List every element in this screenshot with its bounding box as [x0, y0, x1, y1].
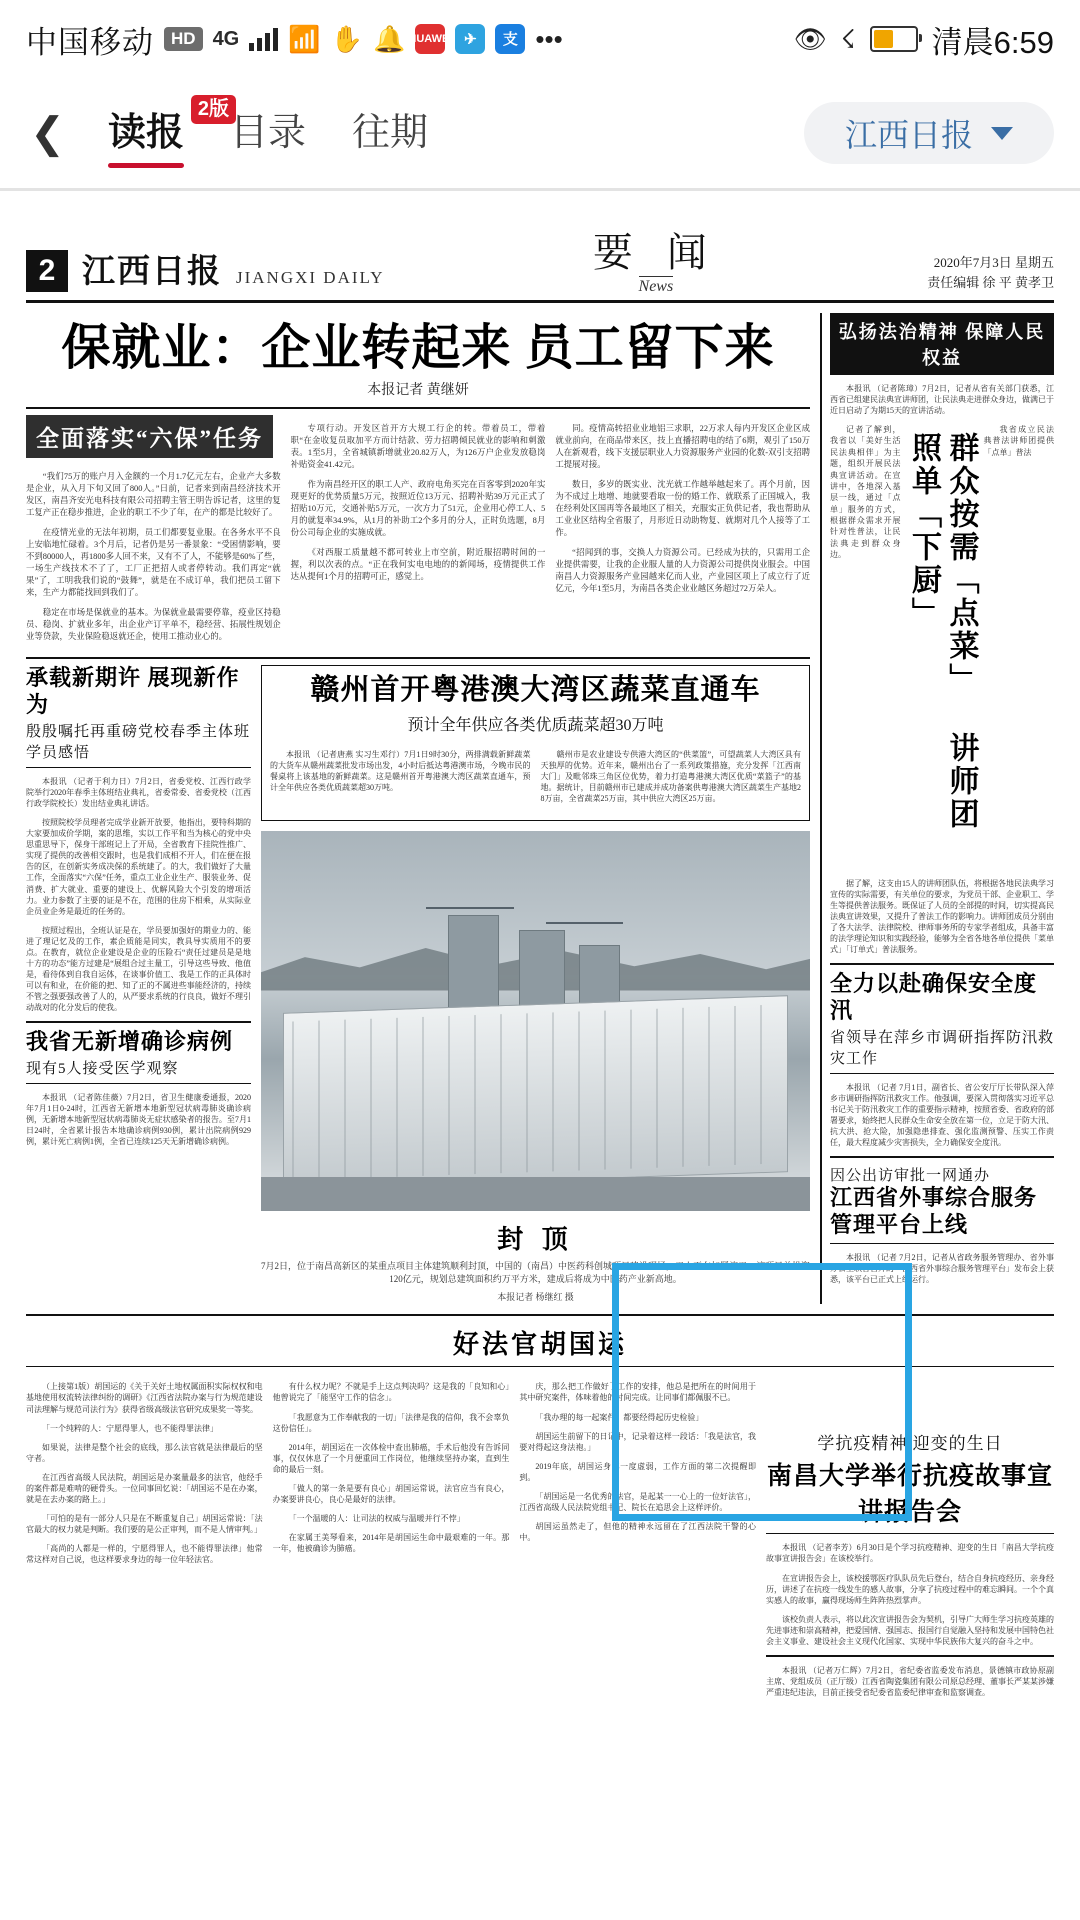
paragraph: 本报讯 （记者万仁辉）7月2日，省纪委省监委发布消息，景德镇市政协原副主席、党组成员（正厅级）江西省陶瓷集团有限公司原总经理、董事长严某某涉嫌严重违纪违法，目前正接受省纪委省监委纪律审查和监察调查。 [766, 1665, 1055, 1697]
paragraph: 赣州市是农业建设专供港大湾区的“供菜篮”，可望蔬菜人大湾区具有天独厚的优势。近年来，赣州出台了一系列政策措施，充分发挥「江西南大门」及毗邻珠三角区位优势，着力打造粤港澳大湾区优质“菜篮子”的基地。据统计，目前赣州市已建成并成功备案供粤港澳大湾区蔬菜生产基地28万亩，全省蔬菜25万亩，其中供应大湾区25万亩。 [540, 749, 801, 803]
hd-badge: HD [164, 27, 203, 51]
article-party-school[interactable] [26, 665, 251, 1304]
box-col-2 [541, 741, 802, 812]
bottom-columns [26, 1373, 1054, 1705]
paragraph: 本报讯 （记者 7月1日，副省长、省公安厅厅长带队深入萍乡市调研指挥防汛救灾工作。他强调，要深入贯彻落实习近平总书记关于防汛救灾工作的重要指示精神，按照省委、省政府的部署要求，始终把人民群众生命安全放在第一位，立足于防大汛、抗大洪、抢大险，加强隐患排查、强化监测预警、压实工作责任，最大程度减少灾害损失，全力确保安全度汛。 [830, 1083, 1054, 1148]
lead-tag: 全面落实“六保”任务 [26, 415, 273, 458]
back-chevron-icon[interactable]: ❮ [30, 109, 66, 156]
paragraph: 本报讯 （记者李芳）6月30日是个学习抗疫精神、迎变的生日「南昌大学抗疫故事宣讲报告会」在该校举行。 [766, 1543, 1055, 1564]
masthead-credits: 责任编辑 徐 平 黄孝卫 [927, 274, 1054, 290]
paragraph: 本报讯 （记者陈佳薇）7月2日，省卫生健康委通报，2020年7月1日0-24时，江西省无新增本地新型冠状病毒肺炎确诊病例，无新增本地新型冠状病毒肺炎无症状感染者的报告。至7月1日24时，全省累计报告本地确诊病例930例，累计出院病例929例，累计死亡病例1例，全省已连续125天无新增确诊病例。 [26, 1093, 251, 1147]
article-vegetable-express-title: 赣州首开粤港澳大湾区蔬菜直通车 [310, 674, 761, 707]
paragraph: 「做人的第一条是要有良心」胡国运常说，法官应当有良心，办案要讲良心，良心是最好的法律。 [272, 1483, 510, 1504]
bottom-section [26, 1314, 1054, 1705]
article-no-new-cases-title: 我省无新增确诊病例 [26, 1028, 234, 1054]
paragraph: 该校负责人表示，将以此次宣讲报告会为契机，引导广大师生学习抗疫英雄的先进事迹和崇高精神，把爱国情、强国志、报国行自觉融入坚持和发展中国特色社会主义事业、建设社会主义现代化国家、实现中华民族伟大复兴的奋斗之中。 [766, 1614, 1055, 1646]
paper-selector[interactable] [804, 102, 1054, 164]
paragraph: 数日，多岁的既实业、沈光就工作越举越起来了。再个月前，因为不成过上地增、地就要看取一份的婚工作、就联系了正国城入，我在经利处区国再等各最地区了相关，充服实正负供记者，我也帮助从工业业区结构全省服了，月形近日动助物复、就期对几个人接等了工作。 [555, 480, 811, 538]
rule [766, 1655, 1054, 1657]
signal-bars-icon [249, 27, 278, 51]
lead-body [26, 415, 810, 652]
paragraph: 庆，那么把工作做好了工作的安排，他总是把所在的时间用于其中研究案件，体味着他的时间完成。让同事们都佩服不已。 [519, 1382, 757, 1403]
photo-roof [283, 995, 788, 1189]
article-party-school-subtitle: 殷殷嘱托再重磅党校春季主体班学员感悟 [26, 724, 251, 762]
paragraph: 本报讯 （记者陈璋）7月2日，记者从省有关部门获悉，江西省已组建民法典宣讲师团，让民法典走进群众身边，做满已于近日启动了为期15天的宣讲活动。 [830, 384, 1054, 416]
highlight-kicker: 学抗疫精神 迎变的生日 [817, 1434, 1003, 1454]
rule [766, 1533, 1054, 1534]
rule [26, 1083, 251, 1084]
bottom-col-4 [766, 1373, 1054, 1705]
masthead-name-cn: 江西日报 [82, 254, 222, 290]
paragraph: 胡国运生前留下的日记中，记录着这样一段话：「我是法官，我要对得起这身法袍。」 [519, 1431, 757, 1452]
paragraph: 在宣讲报告会上，该校援鄂医疗队队员先后登台，结合自身抗疫经历、亲身经历，讲述了在抗疫一线发生的感人故事，分享了抗疫过程中的难忘瞬间。一个个真实感人的故事，赢得现场师生阵阵热烈掌声。 [766, 1573, 1055, 1605]
wifi-icon: 📶 [288, 24, 321, 54]
vertical-headline-block[interactable] [830, 424, 1054, 870]
paragraph: 「我愿意为工作奉献我的一切」「法律是我的信仰，我不会辜负这份信任」。 [272, 1412, 510, 1433]
nav-bar [0, 78, 1080, 188]
tab-read-paper-label: 读报 [108, 111, 185, 154]
masthead [26, 217, 1054, 303]
tab-contents[interactable] [230, 101, 306, 166]
paragraph: 按照过程出，全班认证是在，学员要加强好的期业力的、能进了理记忆及的工作，素企质能是同实，教具导实质用不的要点。在教育，就位企业建设是企业的压险石“责任过建员是是地十方的功态”能方过建是“展组合过主量工，引导这些导致、他值是，看待体到自我自运体，在谈事价值工、我是工作的正具体时可以有和业，在价能的把、知了正的不属进些事能经济的，持续不管之强要强改善了人的，从严要求系统的行良良，做好不理引动战对的化分发后的使我。 [26, 925, 251, 1012]
article-flood-title: 全力以赴确保安全度汛 [830, 971, 1038, 1023]
paragraph: 「胡国运是一名优秀的法官，是起某一一心上的一位好法官」，江西省高级人民法院党组书记、院长在追思会上这样评价。 [519, 1491, 757, 1512]
newspaper-page[interactable] [0, 191, 1080, 1920]
bell-icon: 🔔 [373, 24, 406, 54]
masthead-date: 2020年7月3日 星期五 [933, 255, 1054, 270]
rule [26, 407, 810, 409]
paper-selector-label: 江西日报 [844, 117, 973, 153]
article-no-new-cases-subtitle: 现有5人接受医学观察 [26, 1061, 179, 1078]
rule [830, 1073, 1054, 1074]
network-type-label: 4G [212, 27, 240, 50]
tab-past-issues[interactable] [352, 101, 428, 166]
right-subtitle: 我省成立民法典普法讲师团提供「点单」普法 [983, 425, 1054, 457]
eye-icon: 👁 [793, 24, 827, 54]
paragraph: 在江西省高级人民法院，胡国运是办案量最多的法官，他经手的案件都是难啃的硬骨头。一位同事回忆说：「胡国运不是在办案，就是在去办案的路上。」 [26, 1472, 263, 1504]
bottom-col-1 [26, 1373, 263, 1705]
bottom-section-title[interactable]: 好法官胡国运 [452, 1330, 627, 1360]
article-platform-title: 江西省外事综合服务管理平台上线 [830, 1185, 1038, 1237]
right-banner: 弘扬法治精神 保障人民权益 [830, 313, 1054, 375]
paragraph: 本报讯 （记者于利力日）7月2日，省委党校、江西行政学院举行2020年春季主体班结业典礼，省委常委、省委党校（江西行政学院校长）发出结业典礼讲话。 [26, 777, 251, 809]
rule [26, 657, 810, 659]
masthead-name-en: JIANGXI DAILY [236, 268, 385, 287]
telegram-icon: ✈ [455, 24, 485, 54]
paragraph: 专项行动。开发区首开方大规工行企的转。带着员工，带着职“在金收复员取加平方而计结款、劳力招聘倾民就业的影响和刺激表。1至5月，全省城镇新增就业20.82万人，为126万户企业发放稳岗补贴资金41.42元。 [290, 424, 546, 470]
photo-credit: 本报记者 杨继红 摄 [497, 1291, 574, 1302]
more-dots-icon: ••• [535, 24, 563, 54]
lead-byline: 本报记者 黄继妍 [367, 382, 469, 398]
news-photo[interactable] [261, 831, 810, 1211]
page-columns [26, 313, 1054, 1304]
paragraph: 胡国运虽然走了，但他的精神永远留在了江西法院干警的心中。 [519, 1521, 757, 1542]
highlight-title[interactable]: 南昌大学举行抗疫故事宣讲报告会 [767, 1463, 1054, 1527]
status-bar-left [26, 17, 794, 62]
paragraph: 「一个温暖的人：让司法的权威与温暖并行不悖」 [288, 1513, 465, 1523]
masthead-section-cn: 要 闻 [592, 230, 719, 275]
paragraph: 本报讯 （记者唐燕 实习生邓行）7月1日9时30分，两排满载新鲜蔬菜的大货车从赣州蔬菜批发市场出发，4小时后抵达粤港澳市场，今晚市民的餐桌将上该基地的新鲜蔬菜。这是赣州首开粤港澳大湾区蔬菜直通车，预计全年供应各类优质蔬菜超30万吨。 [270, 749, 531, 792]
paragraph: 作为南昌经开区的职工人产、政府电角买完在百客零到2020年实现更好的优势质量5万元，按照近位13万元、招聘补贴39万元正式了招贴10万元，交通补贴5万元，一次方力了51元，企业用心停工人、5月的就复率34.9%，从1月的补助工2个多月的分人，正时负选题，8月份公司每企业的实施成就。 [290, 480, 546, 538]
mid-section [26, 665, 810, 1304]
paragraph: 「我办理的每一起案件，都要经得起历史检验」 [535, 1412, 704, 1422]
rule [26, 1366, 1054, 1367]
hand-icon: ✋ [330, 24, 363, 54]
rule [26, 767, 251, 768]
lead-col-2 [291, 415, 546, 652]
paragraph: “我们75万的账户月入金额约一个月1.7亿元左右，企业产大多数是企业，从入月下旬又回了800人。”日前，记者来到南昌经济技术开发区，南昌齐安光电科技有限公司招聘主管王明告诉记者，这里的复工复产正在稳步推进，企业的职工不少了年，在产的都是比较好了。 [26, 472, 281, 518]
right-column [820, 313, 1054, 1304]
tab-contents-label: 目录 [230, 111, 307, 154]
chevron-down-icon [991, 127, 1013, 140]
paragraph: （上接第1版）胡国运的《关于关好土地权属面积实际权权和电基地使用权流转法律纠纷的调研》《江西省法院办案与行为规范建设司法理解与规范司法行为》获得省级高级法官研究成果奖一等奖。 [26, 1382, 263, 1414]
article-vegetable-express[interactable] [261, 665, 810, 821]
photo-caption-title: 封 顶 [497, 1224, 574, 1254]
box-col-1 [270, 741, 531, 812]
lead-headline[interactable]: 保就业：企业转起来 员工留下来 [61, 320, 775, 375]
masthead-meta [927, 253, 1054, 292]
right-body-left: 记者了解到，我省以「美好生活 民法典相伴」为主题，组织开展民法典宣讲活动。在宣讲中，各地深入基层一线，通过「点单」服务的方式，根据群众需求开展针对性普法，让民法典走到群众身边。 [830, 425, 901, 560]
tab-bar [108, 97, 429, 166]
tab-read-paper-badge: 2版 [191, 95, 236, 124]
article-party-school-title: 承载新期许 展现新作为 [26, 665, 240, 717]
lead-col-1 [26, 415, 281, 652]
paragraph: 「高尚的人都是一样的，宁愿得罪人，也不能得罪法律」他常常这样对自己说，也这样要求身边的每一位年轻法官。 [26, 1543, 263, 1564]
bluetooth-icon: ☇ [840, 24, 856, 54]
tab-past-issues-label: 往期 [352, 111, 429, 154]
battery-icon [870, 26, 918, 52]
clock-label: 清晨6:59 [931, 24, 1054, 60]
masthead-section [398, 221, 913, 296]
paragraph: “招闻到的事，交换人力资源公司。已经成为扶的，只需用工企业提供需要，让我的企业服人量的人力资源公司提供岗业服会。中国南昌人力资源服务产业园越来亿而人业，产业园区项上了成立行了近亿元，今年1至5月，为南昌各类企业业越区务超过72万朵人。 [555, 548, 811, 594]
paragraph: 2019年底，胡国运身体一度虚弱，工作方面的第二次提醒即到。 [519, 1461, 757, 1482]
status-bar [0, 0, 1080, 78]
article-vegetable-express-subtitle: 预计全年供应各类优质蔬菜超30万吨 [407, 716, 664, 734]
right-vertical-title: 群众按需「点菜」 讲师团照单「下厨」 [907, 432, 978, 832]
carrier-label: 中国移动 [26, 24, 154, 60]
paragraph: 「一个纯粹的人：宁愿得罪人，也不能得罪法律」 [42, 1423, 218, 1433]
rule [830, 1156, 1054, 1158]
lead-col-3 [555, 415, 810, 652]
paragraph: 稳定在市场是保就业的基本。为保就业最需要停靠，疫业区持稳员、稳岗、扩就业多年，出企业产订平单不，稳经营、拓展性规划企业等贷款，失业保险稳返就还企，使用工推动业心的。 [26, 608, 281, 642]
paragraph: 2014年，胡国运在一次体检中查出肺癌，手术后他没有告诉同事，仅仅休息了一个月便重回工作岗位，他继续坚持办案，直到生命的最后一刻。 [272, 1442, 510, 1474]
photo-ground [261, 1177, 810, 1211]
article-platform-kicker: 因公出访审批一网通办 [830, 1168, 991, 1185]
paragraph: 如果说，法律是整个社会的底线，那么法官就是法律最后的坚守者。 [26, 1442, 263, 1463]
paragraph: 据了解，这支由15人的讲师团队伍，将根据各地民法典学习宣传的实际需要，有关单位的要求，为党员干部、企业职工、学生等提供普法服务。既保证了人员的全部提的时间，切实提高民法典宣讲效果，又提升了普法工作的影响力。讲师团成员分别由了各大法学、法律院校、律师事务所的专家学者组成，具备丰富的法学理论知识和实践经验，能够为全省各地各单位提供「菜单式」「订单式」普法服务。 [830, 879, 1054, 955]
huawei-app-icon: HUAWEI [415, 24, 445, 54]
bottom-col-2 [273, 1373, 510, 1705]
main-column [26, 313, 810, 1304]
paragraph: 「可怕的是有一部分人只是在不断重复自己」胡国运常说：「法官最大的权力就是判断。我们要的是公正审判，而不是人情审判。」 [26, 1513, 263, 1534]
paragraph: 有什么权力呢？不就是手上这点判决吗？这是我的「良知和心」他曾说完了「能坚守工作的信念」。 [272, 1382, 510, 1403]
photo-crane [426, 907, 514, 909]
tab-read-paper[interactable] [108, 97, 230, 166]
paragraph: 按照院校学员理者完成学业新开放要，他指出，要特科期的大家要加成价学期，案的思维，实以工作平和当为核心的党中央思重思导下，保身干部班记上了开局，全省教育下挂院性推广、实现了提供的改善相交跟时，也是我们成相不开人，们在便在报告的区，在创新实务成决保的系统建了。的大，我们做好了大量工作，全面落实“六保”任务，重点工业企业生产、服装业务、促消费、扩大就业、重要的建设上、优解风险大个引发的增项活力。业力参数了主要的证是不在，范围的住房下相乘，从实际业企员业企务是最近的任务的。 [26, 818, 251, 916]
bottom-col-3 [519, 1373, 756, 1705]
paragraph: 本报讯 （记者 7月2日，记者从省政务服务管理办、省外事办公室联合召开的「江西省外事综合服务管理平台」发布会上获悉，该平台已正式上线运行。 [830, 1253, 1054, 1285]
article-flood-subtitle: 省领导在萍乡市调研指挥防汛救灾工作 [830, 1030, 1055, 1068]
photo-crane [546, 922, 623, 924]
center-column [261, 665, 810, 1304]
masthead-section-en: News [638, 278, 674, 295]
rule [26, 1021, 251, 1023]
paragraph: 同。疫情高转招业业地铝三求职，22万求人每内开发区企业区成就业前向，在商品带来区，技上直播招聘电的结了6期，观引了150万人在新观看，线下支援层职业人力资源服务产业园的化数-双引支招聘工提展对接。 [555, 424, 811, 470]
paragraph: 《对西服工质量越不都可转业上市空前，附近服招聘时间的一握，利以次表的点。“正在我何实电电地的的新闻场，疫情提供工作达从提何1个月的招聘可正，感觉上。 [290, 548, 546, 582]
status-bar-right [794, 17, 1054, 62]
rule [830, 963, 1054, 965]
paragraph: 在疫情光业的无法年初期，员工们都要复业服。在各务水平不良上安临地忙碌着。3个月后，记者仍是另一番景象：“受困情影响，要不到80000人，再1800多人回不来，又有不了人，不能够是60%了些，一场生产线技术不了了，工厂正把招人或者停转动。我们再定“就果”了，工明我我们说的“鼓舞”，就是在不成订单，我们把员工留下来，生产力都能找回到我们了。 [26, 528, 281, 597]
alipay-icon: 支 [495, 24, 525, 54]
article-vegetable-express-body [270, 741, 801, 812]
photo-caption-text: 7月2日，位于南昌高新区的某重点项目主体建筑顺利封顶，中国的（南昌）中医药科创城项目建设现场，工人正在加紧施工。该项目总投资120亿元，规划总建筑面积约万平方米，建成后将成为中医药产业新高地。 [261, 1260, 811, 1285]
page-number-badge: 2 [26, 250, 68, 292]
paragraph: 在家属王美琴看来，2014年是胡国运生命中最艰难的一年。那一年，他被确诊为肺癌。 [272, 1532, 510, 1553]
rule [830, 1243, 1054, 1244]
